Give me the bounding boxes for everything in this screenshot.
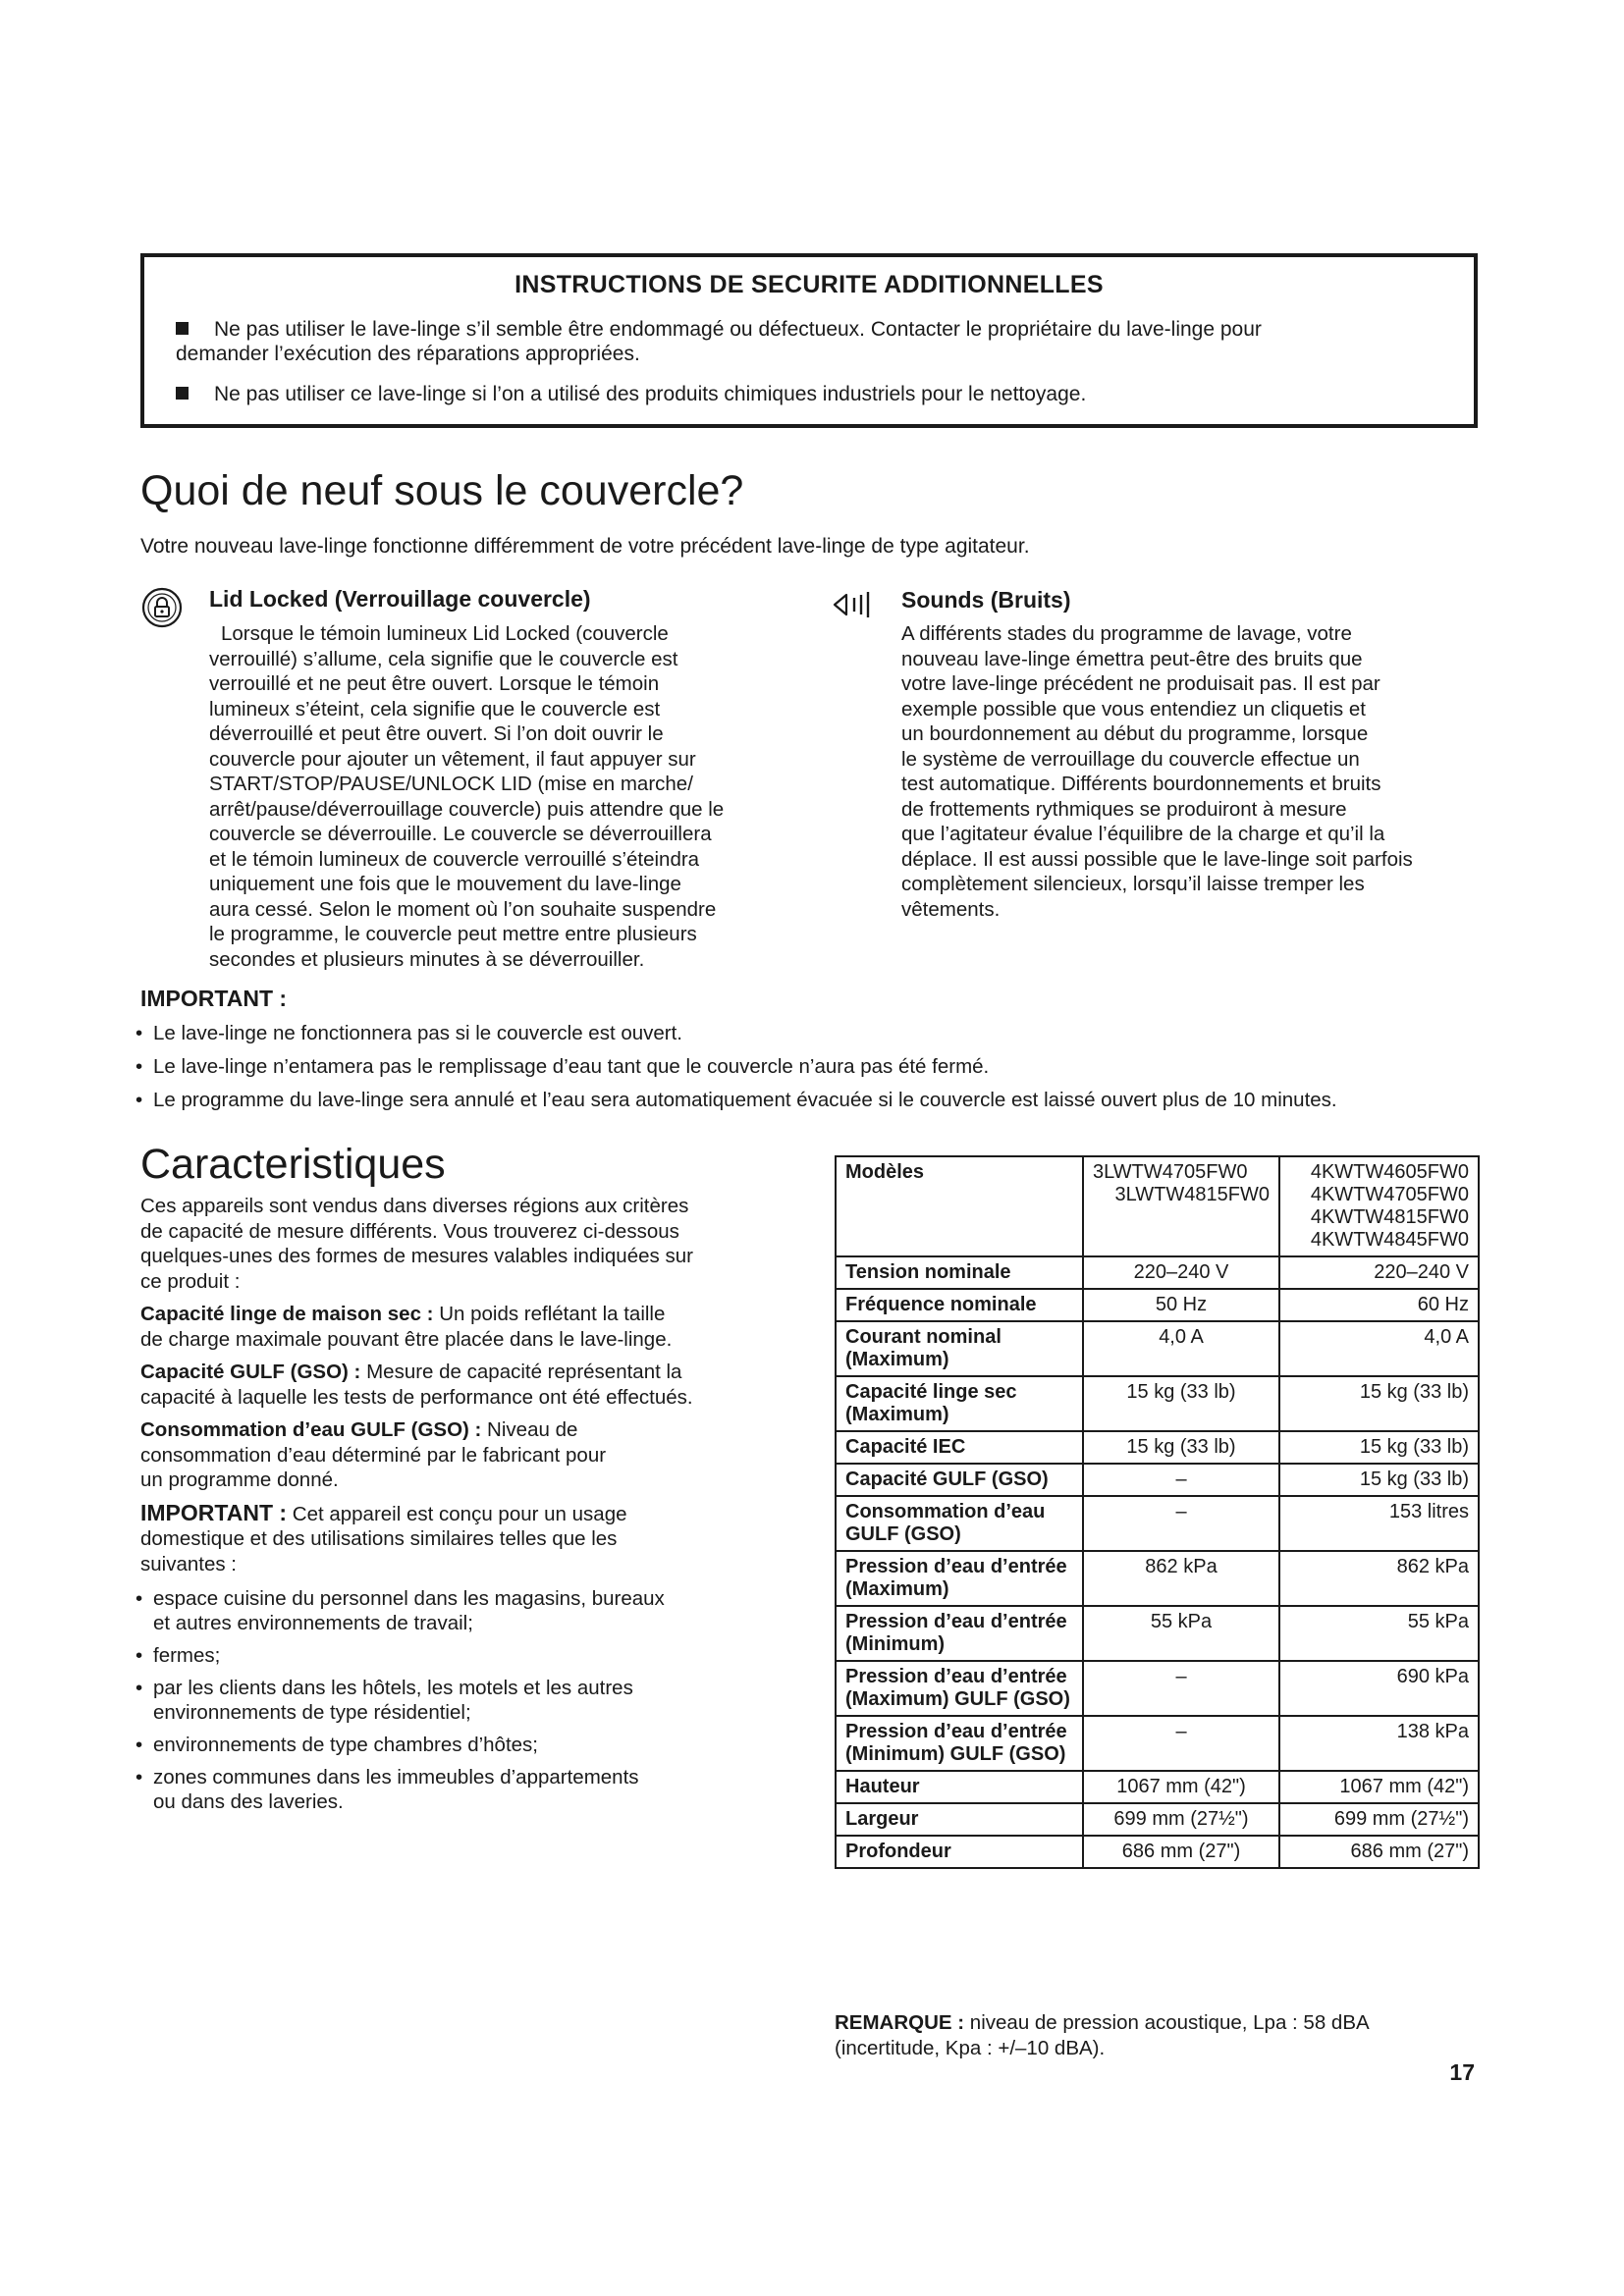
note-line1: niveau de pression acoustique, Lpa : 58 dBA [964,2011,1370,2034]
text-line: et le témoin lumineux de couvercle verrouillé s’éteindra [209,847,700,871]
square-bullet-icon [176,322,189,335]
table-cell: 4,0 A [1083,1321,1279,1376]
lid-locked-text [209,621,798,972]
uses-list [135,1586,798,1814]
text-line: capacité à laquelle les tests de performance ont été effectués. [140,1385,693,1409]
table-cell: 153 litres [1279,1496,1479,1551]
text-line: que l’agitateur évalue l’équilibre de la charge et qu’il la [901,823,1385,845]
table-cell-label: Largeur [836,1803,1083,1836]
list-item: • Le lave-linge ne fonctionnera pas si le couvercle est ouvert. [135,1021,1490,1045]
table-cell-label: Tension nominale [836,1256,1083,1289]
text-line: déplace. Il est aussi possible que le lave-linge soit parfois [901,847,1413,871]
text-line: Ces appareils sont vendus dans diverses régions aux critères [140,1195,689,1217]
text-line: ce produit : [140,1269,241,1293]
text-line: exemple possible que vous entendiez un cliquetis et [901,697,1366,721]
model-code: 3LWTW4705FW0 [1093,1161,1248,1183]
table-cell-label: Hauteur [836,1771,1083,1803]
spec-table [835,1155,1480,1869]
table-cell: 60 Hz [1279,1289,1479,1321]
sounds-text [901,621,1490,922]
text-line: vêtements. [901,897,1001,921]
table-row [836,1156,1479,1256]
table-cell: 220–240 V [1279,1256,1479,1289]
table-cell [1279,1156,1479,1256]
table-cell: 690 kPa [1279,1661,1479,1716]
table-row [836,1606,1479,1661]
text-line: verrouillé) s’allume, cela signifie que le couvercle est [209,647,678,670]
text-line: aura cessé. Selon le moment où l’on souhaite suspendre [209,897,717,921]
text-line: de capacité de mesure différents. Vous trouverez ci-dessous [140,1219,679,1243]
model-code: 4KWTW4845FW0 [1310,1229,1469,1251]
section-title-whats-new: Quoi de neuf sous le couvercle? [140,467,744,514]
text-line: votre lave-linge précédent ne produisait pas. Il est par [901,672,1380,695]
text-line: nouveau lave-linge émettra peut-être des bruits que [901,647,1363,670]
table-cell-label: Pression d’eau d’entrée (Maximum) GULF (GSO) [836,1661,1083,1716]
text-line: zones communes dans les immeubles d’appartements [153,1766,639,1789]
text-line: déverrouillé et peut être ouvert. Si l’on doit ouvrir le [209,722,664,745]
table-row [836,1376,1479,1431]
text-line: de charge maximale pouvant être placée dans le lave-linge. [140,1327,673,1351]
text-line: de frottements rythmiques se produiront à mesure [901,797,1347,821]
table-cell-label: Capacité GULF (GSO) [836,1464,1083,1496]
model-code: 4KWTW4605FW0 [1310,1161,1469,1183]
table-cell: 220–240 V [1083,1256,1279,1289]
sounds-heading: Sounds (Bruits) [901,587,1071,613]
text-line: ou dans des laveries. [153,1790,344,1813]
definition [140,1360,798,1410]
page-number: 17 [1449,2059,1475,2085]
table-cell: 686 mm (27") [1279,1836,1479,1868]
table-cell: 15 kg (33 lb) [1083,1431,1279,1464]
text-line: uniquement une fois que le mouvement du lave-linge [209,873,681,895]
table-cell: – [1083,1661,1279,1716]
text-line: consommation d’eau déterminé par le fabricant pour [140,1443,607,1467]
text-line: domestique et des utilisations similaires telles que les [140,1527,618,1550]
text-line: arrêt/pause/déverrouillage couvercle) puis attendre que le [209,797,725,821]
square-bullet-icon [176,387,189,400]
table-row [836,1716,1479,1771]
table-row [836,1771,1479,1803]
models-label: Modèles [845,1161,925,1183]
table-row [836,1431,1479,1464]
lid-locked-heading: Lid Locked (Verrouillage couvercle) [209,586,591,612]
section-title-features: Caracteristiques [140,1141,446,1188]
table-cell: 55 kPa [1279,1606,1479,1661]
text-line: et autres environnements de travail; [153,1612,473,1634]
text-line: un programme donné. [140,1468,339,1491]
table-cell: 699 mm (27½") [1279,1803,1479,1836]
note [835,2010,1480,2060]
text-line: Un poids reflétant la taille [433,1303,666,1325]
list-item: • Le lave-linge n’entamera pas le remplissage d’eau tant que le couvercle n’aura pas été fermé. [135,1054,1490,1079]
table-row [836,1256,1479,1289]
text-line: Cet appareil est conçu pour un usage [287,1502,627,1525]
table-cell-label: Pression d’eau d’entrée (Maximum) [836,1551,1083,1606]
table-cell: – [1083,1496,1279,1551]
text-line: verrouillé et ne peut être ouvert. Lorsque le témoin [209,672,660,695]
definition [140,1302,798,1352]
table-cell: 15 kg (33 lb) [1279,1431,1479,1464]
safety-item: Ne pas utiliser ce lave-linge si l’on a utilisé des produits chimiques industriels pour le nettoyage. [176,382,1444,406]
table-cell: 15 kg (33 lb) [1083,1376,1279,1431]
table-cell: 15 kg (33 lb) [1279,1376,1479,1431]
table-cell: 50 Hz [1083,1289,1279,1321]
list-item: • Le programme du lave-linge sera annulé et l’eau sera automatiquement évacuée si le couvercle est laissé ouvert plus de 10 minutes. [135,1088,1490,1112]
table-cell: 862 kPa [1083,1551,1279,1606]
table-cell: 55 kPa [1083,1606,1279,1661]
table-cell: 4,0 A [1279,1321,1479,1376]
important-title: IMPORTANT : [140,986,288,1011]
text-line: par les clients dans les hôtels, les motels et les autres [153,1677,633,1699]
note-line2: (incertitude, Kpa : +/–10 dBA). [835,2036,1106,2059]
table-cell: 686 mm (27") [1083,1836,1279,1868]
text-line: suivantes : [140,1552,237,1575]
table-cell-label: Fréquence nominale [836,1289,1083,1321]
text-line: secondes et plusieurs minutes à se déverrouiller. [209,947,645,971]
lock-icon [140,586,184,629]
table-cell-label: Pression d’eau d’entrée (Minimum) [836,1606,1083,1661]
text-line: Niveau de [481,1418,578,1441]
table-cell: – [1083,1716,1279,1771]
table-cell: 1067 mm (42") [1083,1771,1279,1803]
safety-title: INSTRUCTIONS DE SECURITE ADDITIONNELLES [514,271,1104,298]
list-item [135,1733,798,1757]
important-list [135,1021,1490,1121]
table-cell-label [836,1156,1083,1256]
model-code: 3LWTW4815FW0 [1114,1184,1270,1205]
text-line: environnements de type résidentiel; [153,1701,471,1724]
list-item [135,1765,798,1814]
table-cell: 862 kPa [1279,1551,1479,1606]
list-item [135,1586,798,1635]
text-line: le système de verrouillage du couvercle effectue un [901,747,1360,771]
safety-instructions-box [140,253,1478,428]
table-cell: 699 mm (27½") [1083,1803,1279,1836]
text-line: lumineux s’éteint, cela signifie que le couvercle est [209,697,661,721]
features-important-term: IMPORTANT : [140,1499,288,1525]
whats-new-intro: Votre nouveau lave-linge fonctionne différemment de votre précédent lave-linge de type agitateur. [140,535,1030,558]
text-line: couvercle pour ajouter un vêtement, il faut appuyer sur [209,747,696,771]
definition-term: Capacité GULF (GSO) : [140,1361,361,1383]
table-cell: 1067 mm (42") [1279,1771,1479,1803]
note-term: REMARQUE : [835,2011,965,2034]
table-cell-label: Capacité linge sec (Maximum) [836,1376,1083,1431]
safety-item: Ne pas utiliser le lave-linge s’il semble être endommagé ou défectueux. Contacter le propriétaire du lave-linge pour demander l’exécution des réparations appropriées. [176,318,1262,365]
table-cell: 15 kg (33 lb) [1279,1464,1479,1496]
table-cell-label: Profondeur [836,1836,1083,1868]
text-line: test automatique. Différents bourdonnements et bruits [901,773,1381,795]
table-row [836,1289,1479,1321]
list-item [135,1643,798,1668]
table-row [836,1551,1479,1606]
text-line: START/STOP/PAUSE/UNLOCK LID (mise en marche/ [209,773,693,795]
definition [140,1417,798,1493]
text-line: couvercle se déverrouille. Le couvercle se déverrouillera [209,823,712,845]
model-code: 4KWTW4705FW0 [1310,1184,1469,1205]
table-row [836,1661,1479,1716]
text-line: espace cuisine du personnel dans les magasins, bureaux [153,1587,665,1610]
table-row [836,1803,1479,1836]
table-row [836,1321,1479,1376]
list-item [135,1676,798,1725]
text-line: Lorsque le témoin lumineux Lid Locked (couvercle [221,622,669,645]
table-cell-label: Pression d’eau d’entrée (Minimum) GULF (GSO) [836,1716,1083,1771]
text-line: environnements de type chambres d’hôtes; [153,1734,539,1756]
text-line: quelques-unes des formes de mesures valables indiquées sur [140,1245,693,1267]
text-line: fermes; [153,1644,221,1667]
features-text [140,1194,798,1822]
text-line: Mesure de capacité représentant la [360,1361,682,1383]
text-line: A différents stades du programme de lavage, votre [901,622,1352,645]
text-line: un bourdonnement au début du programme, lorsque [901,722,1369,745]
table-cell-label: Capacité IEC [836,1431,1083,1464]
table-cell-label: Consommation d’eau GULF (GSO) [836,1496,1083,1551]
table-row [836,1464,1479,1496]
table-cell-label: Courant nominal (Maximum) [836,1321,1083,1376]
table-cell [1083,1156,1279,1256]
table-cell: – [1083,1464,1279,1496]
table-row [836,1496,1479,1551]
definition-term: Capacité linge de maison sec : [140,1303,434,1325]
text-line: le programme, le couvercle peut mettre entre plusieurs [209,923,697,945]
definition-term: Consommation d’eau GULF (GSO) : [140,1418,482,1441]
table-cell: 138 kPa [1279,1716,1479,1771]
model-code: 4KWTW4815FW0 [1310,1206,1469,1228]
text-line: complètement silencieux, lorsqu’il laisse tremper les [901,873,1365,895]
speaker-icon [831,587,886,622]
table-row [836,1836,1479,1868]
